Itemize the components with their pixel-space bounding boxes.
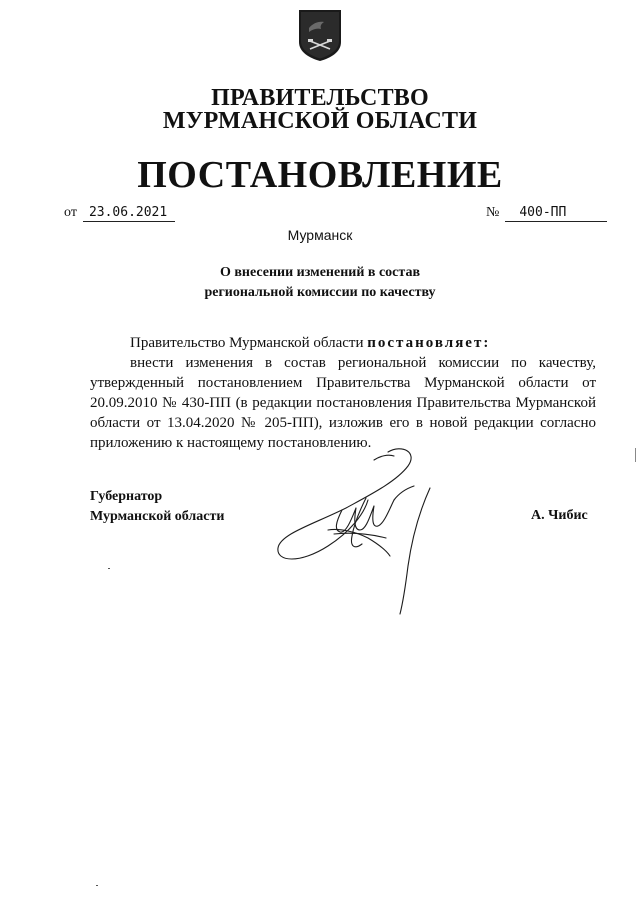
resolution-paragraph: внести изменения в состав региональной комиссии по качеству, утвержденный постановлением Правительства Мурманской области от 20.09.2010 № 430-ПП (в редакции постановления Правительства Мурманской области от 13.04.2020 № 205-ПП), изложив его в новой редакции согласно приложению к настоящему постановлению.	[90, 355, 596, 451]
signatory-title	[90, 487, 224, 527]
number-value: 400-ПП	[505, 205, 607, 222]
subject-line1: О внесении изменений в состав	[219, 265, 421, 280]
organization-name-line1: ПРАВИТЕЛЬСТВО	[211, 85, 429, 111]
subject-line2: региональной комиссии по качеству	[204, 285, 436, 300]
scan-edge-mark	[635, 448, 636, 462]
city-name: Мурманск	[287, 227, 353, 243]
document-date	[64, 205, 175, 222]
handwritten-signature-icon	[270, 438, 450, 618]
number-prefix: №	[486, 205, 500, 220]
date-value: 23.06.2021	[83, 205, 175, 222]
organization-name-line2: МУРМАНСКОЙ ОБЛАСТИ	[162, 108, 478, 134]
document-number	[486, 205, 607, 222]
document-type-title: ПОСТАНОВЛЕНИЕ	[137, 154, 503, 196]
intro-text: Правительство Мурманской области	[130, 335, 364, 351]
scan-speck	[108, 568, 110, 569]
signatory-name: А. Чибис	[531, 508, 588, 523]
date-prefix: от	[64, 205, 77, 220]
intro-verb: постановляет:	[367, 335, 491, 351]
scan-speck	[96, 885, 98, 886]
signatory-title-line2: Мурманской области	[90, 509, 225, 524]
signatory-title-line1: Губернатор	[90, 489, 163, 504]
resolution-intro	[130, 333, 600, 353]
coat-of-arms-icon	[297, 8, 343, 62]
